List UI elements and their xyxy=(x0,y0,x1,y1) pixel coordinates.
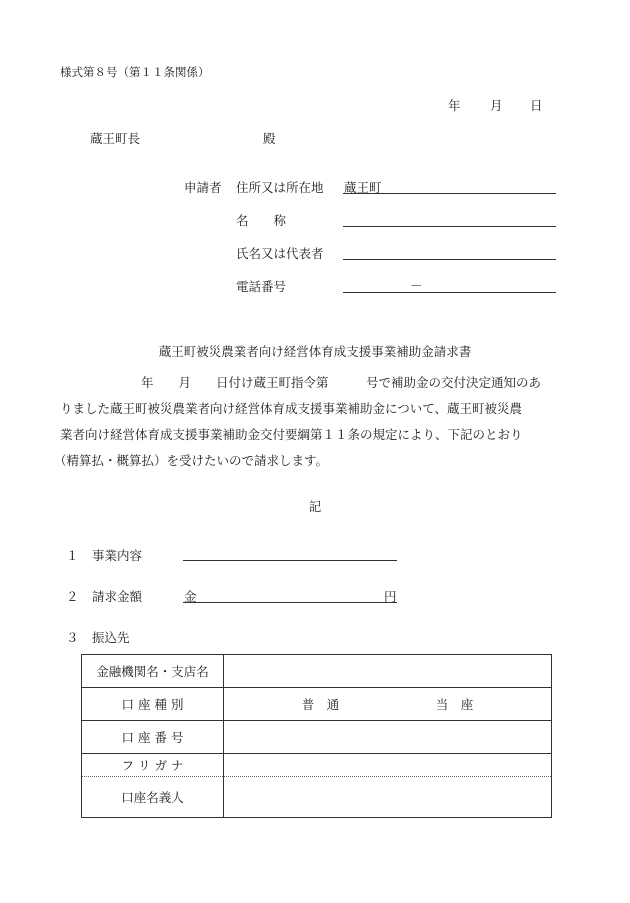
table-row xyxy=(82,754,552,777)
account-number-input[interactable] xyxy=(224,721,552,754)
amount-prefix: 金 xyxy=(184,589,197,604)
account-type-options xyxy=(224,688,552,721)
ki-heading: 記 xyxy=(308,499,322,514)
recipient-honorific: 殿 xyxy=(263,131,276,146)
table-row xyxy=(82,721,552,754)
name-label: 名 称 xyxy=(236,213,287,228)
address-label: 住所又は所在地 xyxy=(236,180,324,195)
recipient-name: 蔵王町長 xyxy=(90,131,141,146)
body-line: りました蔵王町被災農業者向け経営体育成支援事業補助金について、蔵王町被災農 xyxy=(60,401,523,416)
furigana-input[interactable] xyxy=(224,754,552,777)
account-type-label: 口 座 種 別 xyxy=(82,688,224,721)
item-3-number: ３ xyxy=(66,630,79,645)
account-holder-input[interactable] xyxy=(224,777,552,818)
furigana-label: フ リ ガ ナ xyxy=(82,754,224,777)
phone-label: 電話番号 xyxy=(236,279,287,294)
item-1-label: 事業内容 xyxy=(92,548,143,563)
body-line: 業者向け経営体育成支援事業補助金交付要綱第１１条の規定により、下記のとおり xyxy=(60,427,523,442)
body-line: （精算払・概算払）を受けたいので請求します。 xyxy=(54,453,329,468)
item-1-number: １ xyxy=(66,548,79,563)
amount-field[interactable] xyxy=(183,602,397,603)
name-underline xyxy=(343,226,556,227)
representative-label: 氏名又は代表者 xyxy=(236,246,324,261)
body-line: 年 月 日付け蔵王町指令第 号で補助金の交付決定通知のあ xyxy=(116,375,542,390)
table-row xyxy=(82,688,552,721)
account-type-current[interactable]: 当 座 xyxy=(435,697,474,712)
phone-field[interactable]: － xyxy=(410,278,423,293)
form-number: 様式第８号（第１１条関係） xyxy=(60,65,210,79)
applicant-label: 申請者 xyxy=(184,180,222,195)
phone-underline xyxy=(343,292,556,293)
address-field[interactable]: 蔵王町 xyxy=(344,180,382,195)
bank-name-label: 金融機関名・支店名 xyxy=(82,655,224,688)
table-row xyxy=(82,655,552,688)
amount-suffix: 円 xyxy=(384,589,397,604)
account-type-ordinary[interactable]: 普 通 xyxy=(301,697,340,712)
item-2-number: ２ xyxy=(66,589,79,604)
bank-transfer-table xyxy=(81,654,552,818)
representative-underline xyxy=(343,259,556,260)
address-underline xyxy=(343,193,556,194)
date-day-label: 日 xyxy=(530,98,543,113)
item-3-label: 振込先 xyxy=(92,630,130,645)
document-title: 蔵王町被災農業者向け経営体育成支援事業補助金請求書 xyxy=(158,344,472,359)
business-content-field[interactable] xyxy=(183,560,397,561)
body-paragraph xyxy=(54,370,580,474)
account-holder-label: 口座名義人 xyxy=(82,777,224,818)
account-number-label: 口 座 番 号 xyxy=(82,721,224,754)
bank-name-input[interactable] xyxy=(224,655,552,688)
table-row xyxy=(82,777,552,818)
date-year-label: 年 xyxy=(448,98,461,113)
date-month-label: 月 xyxy=(490,98,503,113)
item-2-label: 請求金額 xyxy=(92,589,143,604)
